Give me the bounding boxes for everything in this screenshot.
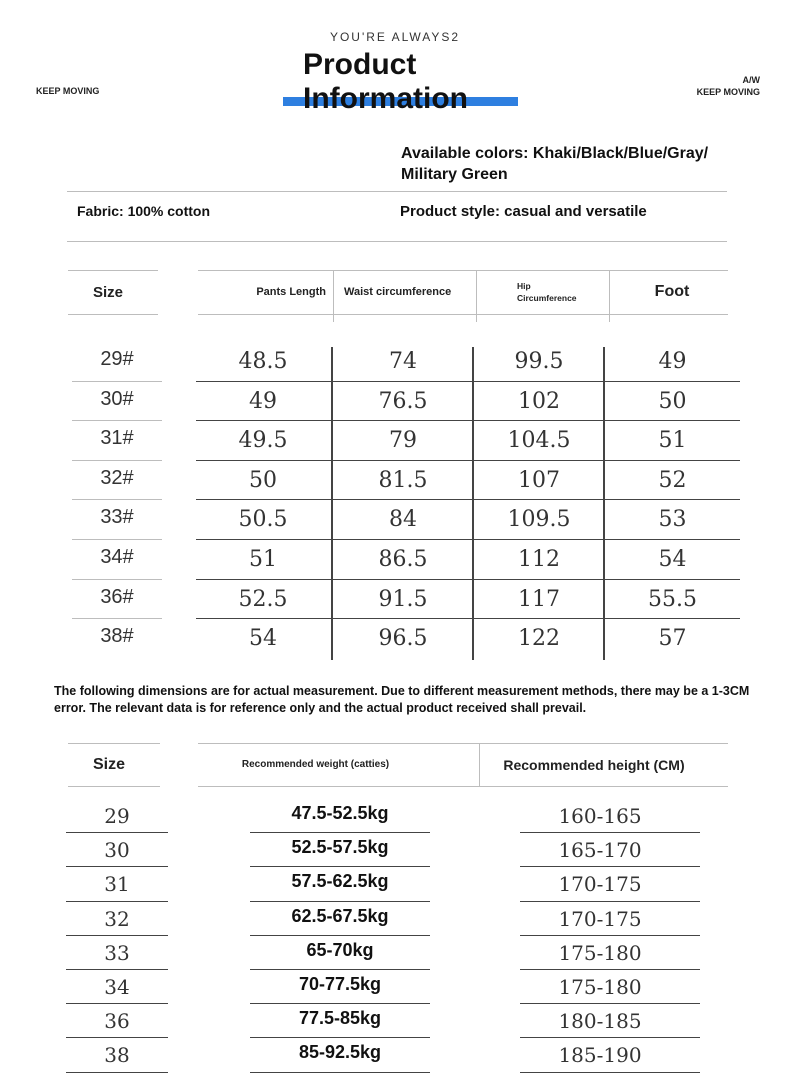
row-divider [196, 618, 740, 619]
tagline: YOU'RE ALWAYS2 [329, 30, 461, 44]
waist-cell: 76.5 [378, 388, 428, 414]
row-divider [72, 579, 162, 580]
row-divider [196, 499, 740, 500]
pants-length-cell: 49 [249, 388, 277, 414]
waist-cell: 74 [389, 349, 417, 374]
header-rule [198, 786, 728, 787]
size-cell: 34# [100, 546, 134, 568]
right-corner-line-2: KEEP MOVING [696, 87, 760, 97]
height-cell: 160-165 [558, 804, 642, 828]
row-divider [72, 499, 162, 500]
row-divider [66, 969, 168, 970]
pants-length-cell: 50 [249, 467, 277, 493]
header-hip-line-1: Hip [517, 281, 531, 291]
row-divider [196, 460, 740, 461]
weight-cell: 52.5-57.5kg [291, 837, 389, 858]
pants-length-cell: 51 [249, 547, 277, 572]
row-divider [66, 1037, 168, 1038]
waist-cell: 91.5 [378, 586, 428, 612]
size-cell: 36# [100, 585, 134, 608]
available-colors: Available colors: Khaki/Black/Blue/Gray/ Military Green [401, 145, 709, 183]
height-cell: 170-175 [558, 872, 642, 897]
foot-cell: 54 [658, 547, 687, 572]
row-divider [196, 539, 740, 540]
row-divider [250, 1003, 430, 1004]
row-divider [66, 866, 168, 867]
header-recommended-weight: Recommended weight (catties) [241, 759, 390, 770]
hip-cell: 117 [518, 586, 560, 612]
row-divider [72, 539, 162, 540]
page-title-line-2 [303, 82, 468, 116]
height-cell: 165-170 [558, 838, 642, 863]
row-divider [66, 901, 168, 902]
row-divider [250, 1072, 430, 1073]
size-cell: 32# [100, 466, 134, 489]
waist-cell: 79 [389, 428, 417, 454]
row-divider [72, 618, 162, 619]
foot-cell: 53 [658, 507, 687, 533]
size-cell: 31# [100, 427, 134, 450]
foot-cell: 55.5 [648, 586, 697, 612]
header-size: Size [92, 755, 125, 773]
header-pants-length: Pants Length [256, 286, 326, 298]
header-col-divider [609, 270, 610, 322]
header-hip-line-2: Circumference [517, 293, 577, 303]
row-divider [250, 832, 430, 833]
weight-cell: 47.5-52.5kg [291, 803, 389, 823]
page-title [303, 48, 416, 82]
row-divider [250, 901, 430, 902]
header-col-divider [333, 270, 334, 322]
size-cell: 30 [104, 838, 130, 863]
row-divider [250, 969, 430, 970]
size-cell: 36 [104, 1009, 130, 1034]
row-divider [520, 1003, 700, 1004]
header-col-divider [476, 270, 477, 322]
waist-cell: 86.5 [378, 547, 428, 572]
divider [67, 241, 727, 242]
waist-cell: 96.5 [378, 626, 428, 652]
row-divider [250, 935, 430, 936]
row-divider [196, 420, 740, 421]
header-rule [68, 314, 158, 315]
height-cell: 175-180 [558, 940, 642, 965]
divider [67, 191, 727, 192]
waist-cell: 84 [389, 507, 417, 533]
row-divider [520, 1072, 700, 1073]
size-cell: 32 [104, 906, 130, 931]
size-cell: 38# [100, 625, 134, 648]
size-cell: 30# [100, 387, 134, 410]
size-cell: 34 [104, 975, 130, 999]
title-line-1: Product [303, 48, 417, 81]
size-cell: 33 [104, 940, 130, 965]
row-divider [520, 832, 700, 833]
hip-cell: 99.5 [514, 349, 564, 374]
height-cell: 180-185 [558, 1009, 642, 1034]
pants-length-cell: 50.5 [238, 507, 288, 533]
row-divider [196, 381, 740, 382]
size-cell: 33# [100, 506, 134, 529]
row-divider [66, 832, 168, 833]
pants-length-cell: 49.5 [238, 428, 288, 454]
row-divider [66, 1072, 168, 1073]
title-line-2: Information [303, 82, 468, 115]
foot-cell: 49 [658, 349, 687, 374]
measurement-note: The following dimensions are for actual measurement. Due to different measurement methods, there may be a 1-3CM error. The relevant data is for reference only and the actual product received shall prevail. [54, 684, 750, 715]
hip-cell: 112 [518, 547, 560, 572]
header-size: Size [92, 283, 123, 301]
product-style: Product style: casual and versatile [400, 203, 647, 220]
header-rule [198, 314, 728, 315]
height-cell: 170-175 [558, 906, 642, 931]
right-corner-text [697, 74, 760, 98]
weight-cell: 57.5-62.5kg [291, 871, 389, 892]
row-divider [520, 969, 700, 970]
foot-cell: 50 [658, 388, 687, 414]
row-divider [520, 1037, 700, 1038]
row-divider [250, 866, 430, 867]
foot-cell: 57 [658, 626, 687, 652]
fabric-info: Fabric: 100% cotton [77, 203, 211, 219]
row-divider [250, 1037, 430, 1038]
size-cell: 29 [104, 804, 130, 828]
header-waist: Waist circumference [344, 286, 452, 298]
weight-cell: 62.5-67.5kg [291, 905, 389, 926]
hip-cell: 122 [518, 626, 560, 652]
size-cell: 29# [100, 348, 134, 370]
row-divider [72, 381, 162, 382]
size-cell: 38 [104, 1043, 130, 1068]
weight-cell: 77.5-85kg [298, 1008, 382, 1029]
hip-cell: 104.5 [507, 428, 571, 454]
weight-cell: 70-77.5kg [298, 974, 382, 994]
pants-length-cell: 48.5 [238, 349, 288, 374]
left-corner-text: KEEP MOVING [36, 86, 100, 96]
header-recommended-height: Recommended height (CM) [503, 756, 685, 773]
weight-cell: 65-70kg [306, 939, 374, 960]
size-cell: 31 [104, 872, 130, 897]
waist-cell: 81.5 [378, 467, 428, 493]
weight-cell: 85-92.5kg [298, 1042, 382, 1063]
height-cell: 175-180 [558, 975, 642, 999]
hip-cell: 107 [518, 467, 560, 493]
row-divider [520, 901, 700, 902]
row-divider [72, 460, 162, 461]
row-divider [66, 1003, 168, 1004]
pants-length-cell: 52.5 [238, 586, 288, 612]
header-rule [68, 786, 160, 787]
header-foot: Foot [654, 283, 690, 300]
row-divider [66, 935, 168, 936]
hip-cell: 102 [518, 388, 560, 414]
pants-length-cell: 54 [249, 626, 277, 652]
height-cell: 185-190 [558, 1043, 642, 1068]
row-divider [520, 866, 700, 867]
row-divider [72, 420, 162, 421]
row-divider [520, 935, 700, 936]
right-corner-line-1: A/W [742, 75, 760, 85]
foot-cell: 51 [658, 428, 687, 454]
hip-cell: 109.5 [507, 507, 571, 533]
foot-cell: 52 [658, 467, 687, 493]
row-divider [196, 579, 740, 580]
header-hip [517, 280, 607, 310]
